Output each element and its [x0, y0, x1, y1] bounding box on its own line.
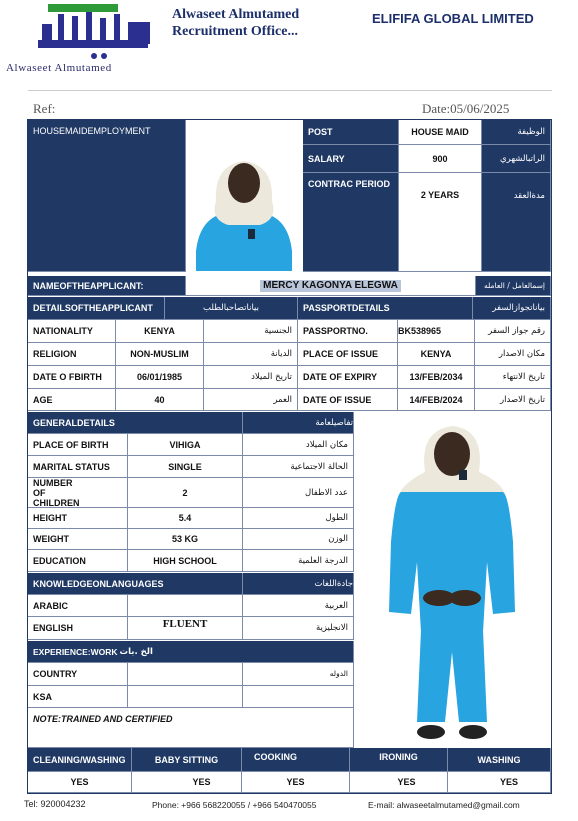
detail-label: NATIONALITY — [28, 320, 116, 343]
name-label: NAMEOFTHEAPPLICANT: — [28, 276, 186, 296]
contract-label: CONTRAC PERIOD — [303, 173, 399, 272]
salary-value: 900 — [399, 145, 482, 173]
detail-ar: العمر — [204, 389, 298, 411]
language-label: ARABIC — [28, 595, 128, 617]
general-value: SINGLE — [128, 456, 243, 478]
passport-ar: تاريخ الانتهاء — [475, 366, 551, 389]
passport-title: PASSPORTDETAILS — [298, 297, 473, 320]
language-level — [128, 595, 243, 617]
country-value — [128, 663, 243, 686]
passport-value: 14/FEB/2024 — [398, 389, 475, 411]
general-label: PLACE OF BIRTH — [28, 434, 128, 456]
detail-value: 06/01/1985 — [116, 366, 204, 389]
details-title: DETAILSOFTHEAPPLICANT — [28, 297, 165, 320]
skill-label: IRONING — [350, 748, 448, 772]
skill-label: COOKING — [242, 748, 350, 772]
employment-type: HOUSEMAIDEMPLOYMENT — [28, 120, 186, 272]
skill-value: YES — [242, 772, 350, 793]
detail-value: KENYA — [116, 320, 204, 343]
logo-wordmark: Alwaseet Almutamed — [6, 62, 112, 74]
footer-email: E-mail: alwaseetalmutamed@gmail.com — [368, 800, 520, 810]
salary-label: SALARY — [303, 145, 399, 173]
ksa-label: KSA — [28, 686, 128, 708]
detail-value: NON-MUSLIM — [116, 343, 204, 366]
skill-value: YES — [28, 772, 132, 793]
office-line2: Recruitment Office... — [172, 24, 298, 39]
applicant-name-text: MERCY KAGONYA ELEGWA — [260, 280, 401, 292]
ksa-value — [128, 686, 243, 708]
general-label: EDUCATION — [28, 550, 128, 572]
detail-label: DATE O FBIRTH — [28, 366, 116, 389]
name-ar: إسمالعامل / العامله — [476, 276, 551, 296]
languages-title: KNOWLEDGEONLANGUAGES — [28, 573, 243, 595]
passport-ar: رقم جواز السفر — [475, 320, 551, 343]
general-value: 5.4 — [128, 508, 243, 529]
skill-value: YES — [448, 772, 551, 793]
passport-value: 13/FEB/2034 — [398, 366, 475, 389]
detail-ar: الجنسية — [204, 320, 298, 343]
ksa-extra — [243, 686, 354, 708]
passport-title-ar: بياناتجوازالسفر — [473, 297, 551, 320]
language-ar: الانجليزية — [243, 617, 354, 640]
detail-label: RELIGION — [28, 343, 116, 366]
passport-value: KENYA — [398, 343, 475, 366]
passport-value: BK538965 — [398, 320, 475, 343]
detail-ar: الديانة — [204, 343, 298, 366]
experience-title-ar: الخ .بات — [119, 646, 153, 657]
general-value: 53 KG — [128, 529, 243, 550]
footer-tel: Tel: 920004232 — [24, 799, 86, 809]
passport-label: PASSPORTNO. — [298, 320, 398, 343]
general-label: WEIGHT — [28, 529, 128, 550]
skill-value: YES — [350, 772, 448, 793]
general-ar: الطول — [243, 508, 354, 529]
general-label: HEIGHT — [28, 508, 128, 529]
general-value: 2 — [128, 478, 243, 508]
company-name: ELIFIFA GLOBAL LIMITED — [372, 11, 534, 26]
footer-phone: Phone: +966 568220055 / +966 540470055 — [152, 800, 317, 810]
applicant-name — [186, 276, 476, 296]
skill-label: WASHING — [448, 748, 551, 772]
general-label: MARITAL STATUS — [28, 456, 128, 478]
passport-label: DATE OF EXPIRY — [298, 366, 398, 389]
office-name — [172, 6, 299, 40]
contract-value: 2 YEARS — [399, 173, 482, 272]
contract-ar: مدةالعقد — [482, 173, 551, 272]
experience-title-text: EXPERIENCE:WORK — [33, 646, 118, 657]
general-ar: الدرجة العلمية — [243, 550, 354, 572]
skill-label: BABY SITTING — [132, 748, 242, 772]
post-label: POST — [303, 120, 399, 145]
country-ar: الدوله — [243, 663, 354, 686]
general-ar: مكان الميلاد — [243, 434, 354, 456]
general-value: HIGH SCHOOL — [128, 550, 243, 572]
applicant-portrait — [186, 121, 302, 271]
languages-title-ar: جادةاللغات — [243, 573, 354, 595]
passport-ar: تاريخ الاصدار — [475, 389, 551, 411]
header-divider — [28, 90, 552, 91]
country-label: COUNTRY — [28, 663, 128, 686]
general-ar: عدد الاطفال — [243, 478, 354, 508]
ref-label: Ref: — [33, 101, 56, 116]
detail-ar: تاريخ الميلاد — [204, 366, 298, 389]
salary-ar: الراتبالشهري — [482, 145, 551, 173]
detail-label: AGE — [28, 389, 116, 411]
note-text: NOTE:TRAINED AND CERTIFIED — [28, 708, 354, 748]
experience-title — [28, 641, 354, 663]
general-ar: الوزن — [243, 529, 354, 550]
language-label: ENGLISH — [28, 617, 128, 640]
applicant-full-photo — [355, 412, 550, 748]
skill-value: YES — [132, 772, 242, 793]
general-ar: الحالة الاجتماعية — [243, 456, 354, 478]
language-level: FLUENT — [128, 617, 243, 640]
detail-value: 40 — [116, 389, 204, 411]
general-title: GENERALDETAILS — [28, 412, 243, 434]
skill-label: CLEANING/WASHING — [28, 748, 132, 772]
general-title-ar: تفاصيلعامة — [243, 412, 354, 434]
language-ar: العربية — [243, 595, 354, 617]
general-value: VIHIGA — [128, 434, 243, 456]
post-ar: الوظيفة — [482, 120, 551, 145]
passport-label: DATE OF ISSUE — [298, 389, 398, 411]
date-label: Date:05/06/2025 — [422, 101, 510, 116]
passport-label: PLACE OF ISSUE — [298, 343, 398, 366]
passport-ar: مكان الاصدار — [475, 343, 551, 366]
office-line1: Alwaseet Almutamed — [172, 7, 300, 22]
post-value: HOUSE MAID — [399, 120, 482, 145]
general-label: NUMBER OF CHILDREN — [28, 478, 128, 508]
details-title-ar: بياناتصاحبالطلب — [165, 297, 298, 320]
